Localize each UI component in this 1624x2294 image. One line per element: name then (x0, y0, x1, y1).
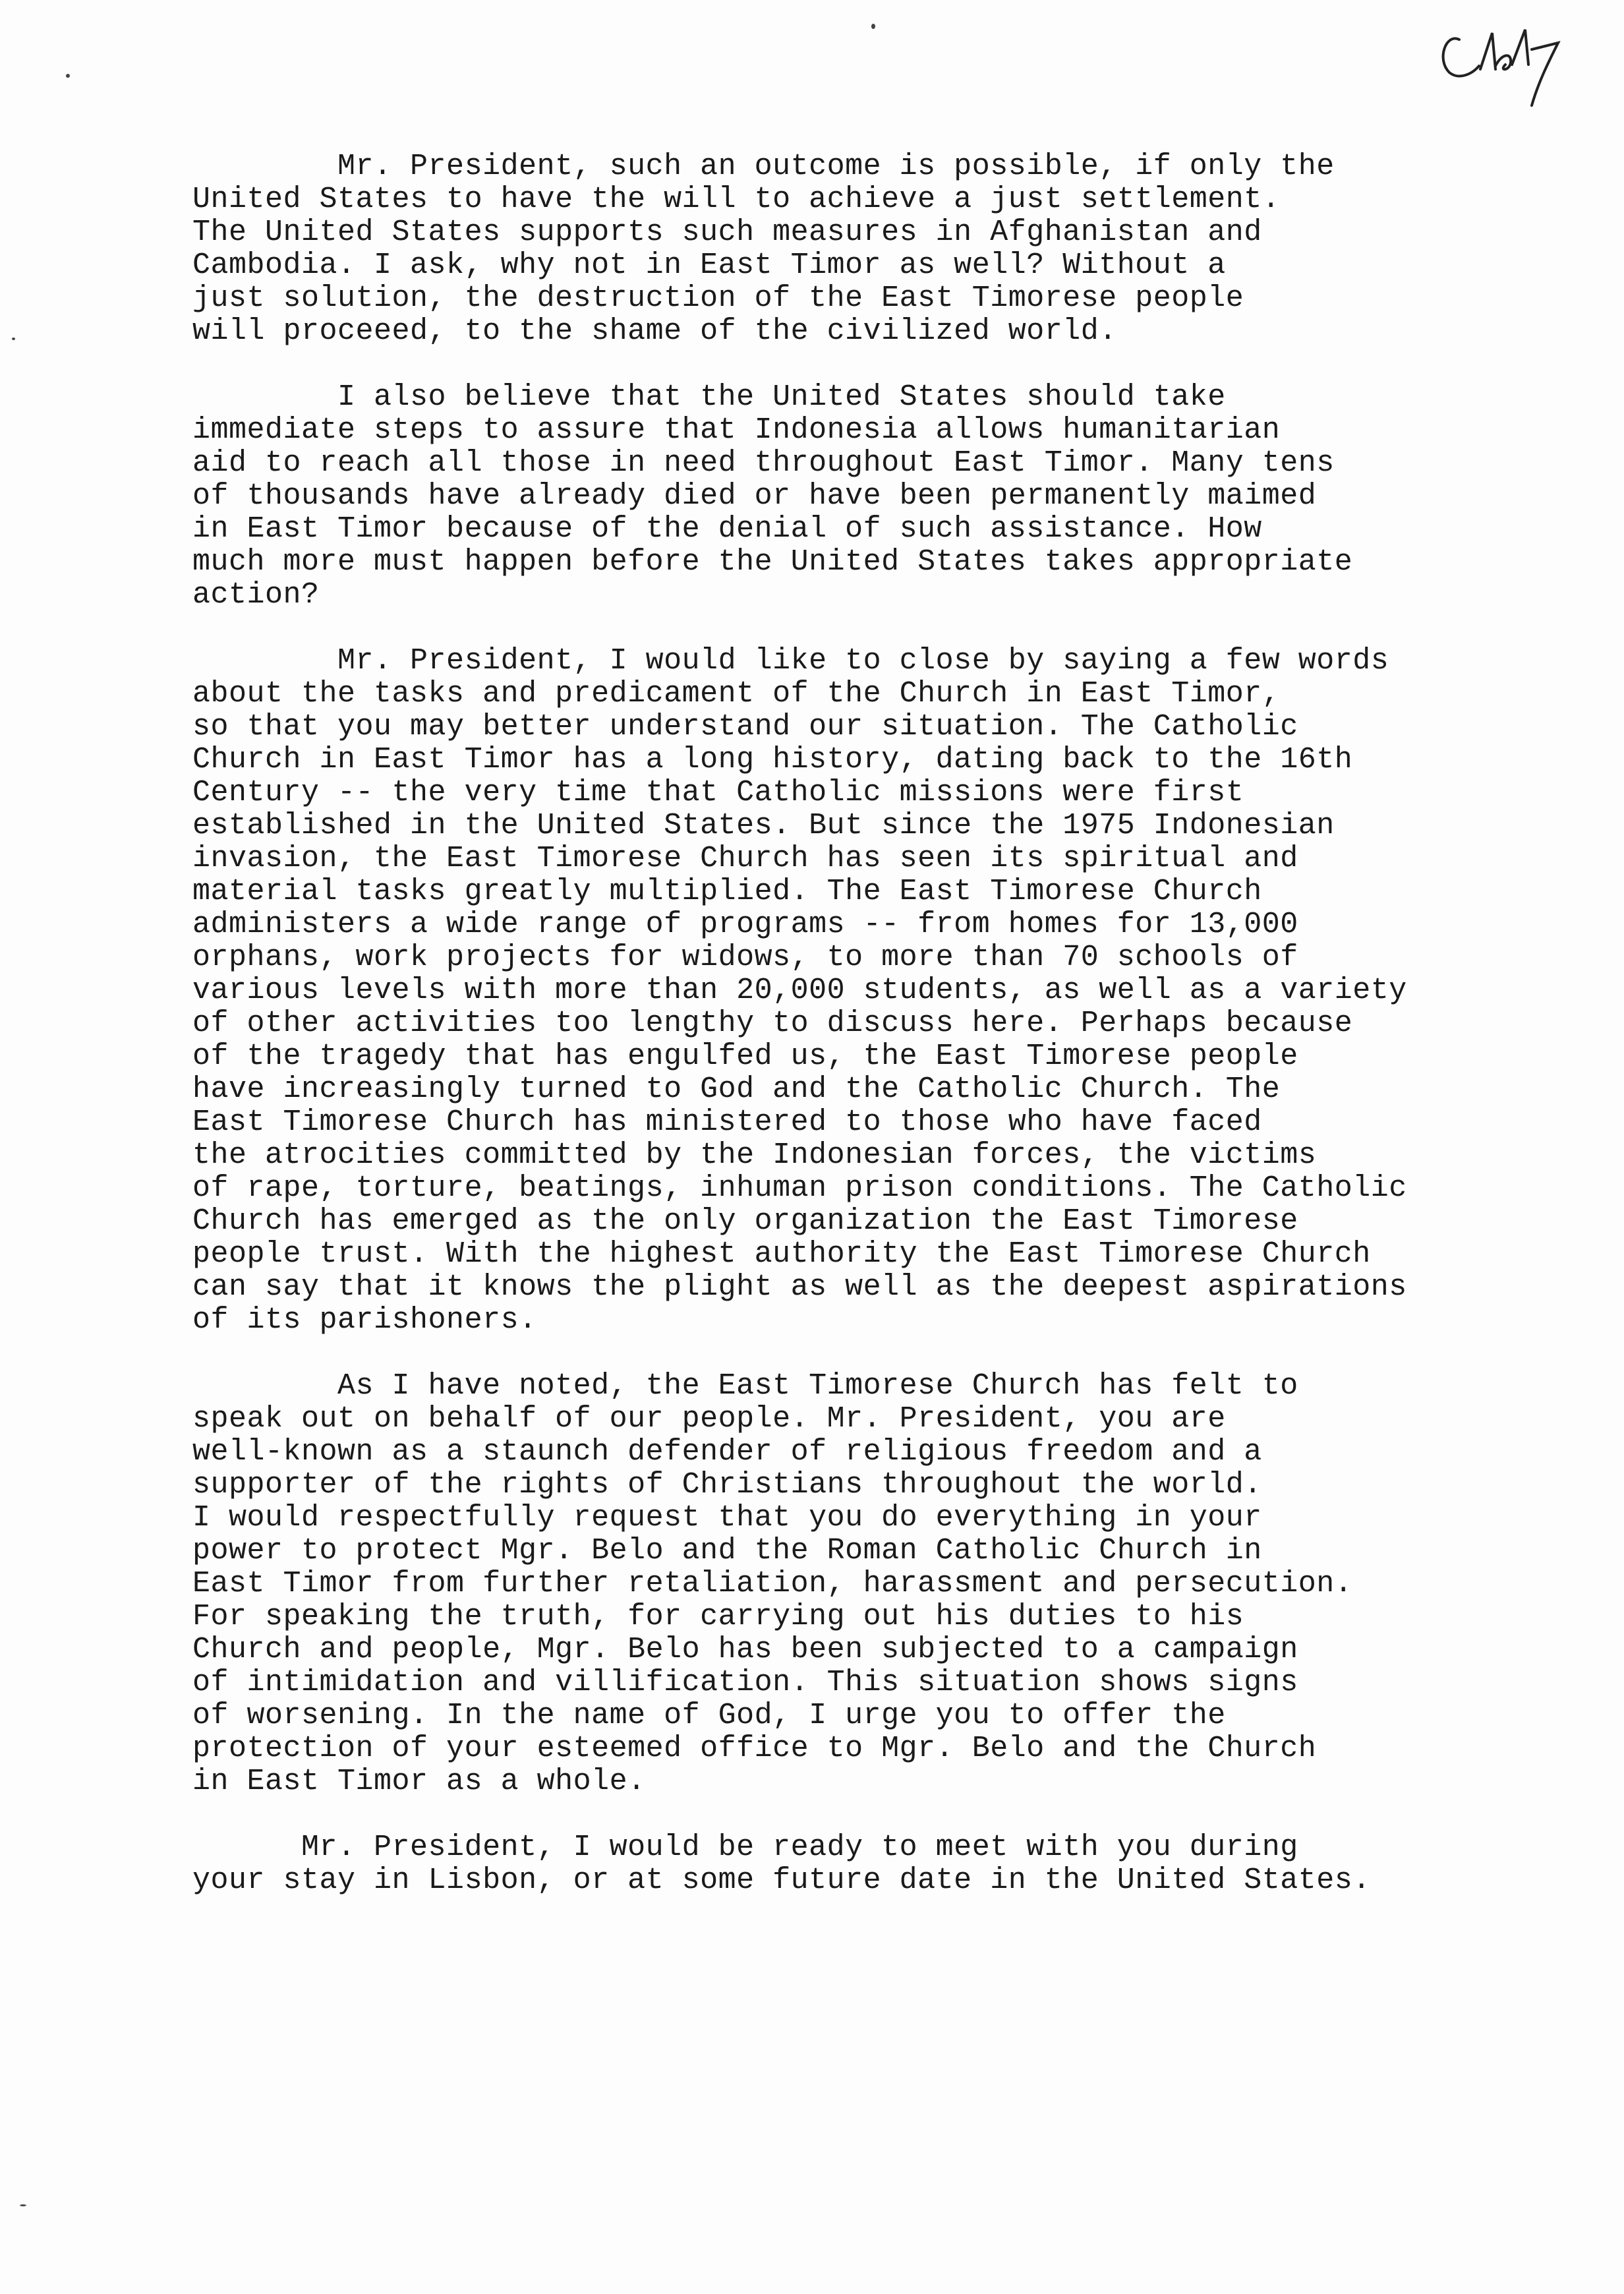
text-line: of its parishoners. (192, 1303, 537, 1337)
text-line: just solution, the destruction of the East Timorese people (192, 281, 1244, 315)
text-line: I would respectfully request that you do everything in your (192, 1501, 1262, 1535)
text-line: material tasks greatly multiplied. The East Timorese Church (192, 875, 1262, 908)
text-line: As I have noted, the East Timorese Church has felt to (192, 1369, 1298, 1403)
text-line: power to protect Mgr. Belo and the Roman Catholic Church in (192, 1534, 1262, 1568)
text-line: so that you may better understand our situation. The Catholic (192, 710, 1298, 744)
text-line: of intimidation and villification. This situation shows signs (192, 1666, 1298, 1699)
text-line: invasion, the East Timorese Church has seen its spiritual and (192, 842, 1298, 875)
text-line: much more must happen before the United States takes appropriate (192, 545, 1353, 579)
text-line: United States to have the will to achieve a just settlement. (192, 183, 1281, 216)
text-line: of other activities too lengthy to discuss here. Perhaps because (192, 1007, 1353, 1040)
text-line: I also believe that the United States should take (192, 380, 1226, 414)
handwritten-initials (1433, 13, 1565, 112)
text-line: in East Timor as a whole. (192, 1765, 646, 1798)
paragraph-2 (192, 381, 1577, 612)
text-line: of rape, torture, beatings, inhuman prison conditions. The Catholic (192, 1171, 1407, 1205)
text-line: administers a wide range of programs -- from homes for 13,000 (192, 908, 1298, 941)
paragraph-4 (192, 1370, 1577, 1798)
text-line: of worsening. In the name of God, I urge you to offer the (192, 1699, 1226, 1732)
text-line: various levels with more than 20,000 students, as well as a variety (192, 974, 1407, 1007)
text-line: action? (192, 578, 320, 612)
text-line: of the tragedy that has engulfed us, the East Timorese people (192, 1040, 1298, 1073)
scan-speck (20, 2204, 26, 2206)
text-line: in East Timor because of the denial of such assistance. How (192, 512, 1262, 546)
text-line: can say that it knows the plight as well as the deepest aspirations (192, 1270, 1407, 1304)
text-line: about the tasks and predicament of the Church in East Timor, (192, 677, 1281, 711)
text-line: Mr. President, such an outcome is possible, if only the (192, 150, 1335, 183)
text-line: speak out on behalf of our people. Mr. President, you are (192, 1402, 1226, 1436)
text-line: Mr. President, I would like to close by saying a few words (192, 644, 1389, 678)
text-line: aid to reach all those in need throughout East Timor. Many tens (192, 446, 1335, 480)
paragraph-5 (192, 1831, 1577, 1897)
text-line: Mr. President, I would be ready to meet with you during (192, 1831, 1298, 1864)
text-line: Church has emerged as the only organization the East Timorese (192, 1204, 1298, 1238)
text-line: people trust. With the highest authority the East Timorese Church (192, 1237, 1371, 1271)
text-line: the atrocities committed by the Indonesian forces, the victims (192, 1138, 1317, 1172)
scan-speck (12, 338, 15, 340)
text-line: Church in East Timor has a long history, dating back to the 16th (192, 743, 1353, 777)
text-line: supporter of the rights of Christians throughout the world. (192, 1468, 1262, 1502)
text-line: Church and people, Mgr. Belo has been subjected to a campaign (192, 1633, 1298, 1666)
text-line: orphans, work projects for widows, to more than 70 schools of (192, 941, 1298, 974)
handwritten-initials-drawing (1433, 13, 1565, 112)
text-line: Century -- the very time that Catholic missions were first (192, 776, 1244, 809)
text-line: Cambodia. I ask, why not in East Timor as well? Without a (192, 249, 1226, 282)
letter-body (192, 150, 1577, 1930)
text-line: will proceeed, to the shame of the civilized world. (192, 314, 1117, 348)
text-line: protection of your esteemed office to Mgr. Belo and the Church (192, 1732, 1317, 1765)
text-line: well-known as a staunch defender of religious freedom and a (192, 1435, 1262, 1469)
text-line: East Timor from further retaliation, harassment and persecution. (192, 1567, 1353, 1601)
text-line: have increasingly turned to God and the Catholic Church. The (192, 1073, 1281, 1106)
text-line: For speaking the truth, for carrying out his duties to his (192, 1600, 1244, 1633)
text-line: established in the United States. But since the 1975 Indonesian (192, 809, 1335, 842)
text-line: your stay in Lisbon, or at some future date in the United States. (192, 1864, 1371, 1897)
text-line: The United States supports such measures in Afghanistan and (192, 216, 1262, 249)
text-line: of thousands have already died or have been permanently maimed (192, 479, 1317, 513)
scan-speck (871, 24, 875, 29)
paragraph-1 (192, 150, 1577, 348)
paragraph-3 (192, 645, 1577, 1337)
text-line: East Timorese Church has ministered to those who have faced (192, 1105, 1262, 1139)
scan-speck (66, 74, 70, 78)
text-line: immediate steps to assure that Indonesia allows humanitarian (192, 413, 1281, 447)
